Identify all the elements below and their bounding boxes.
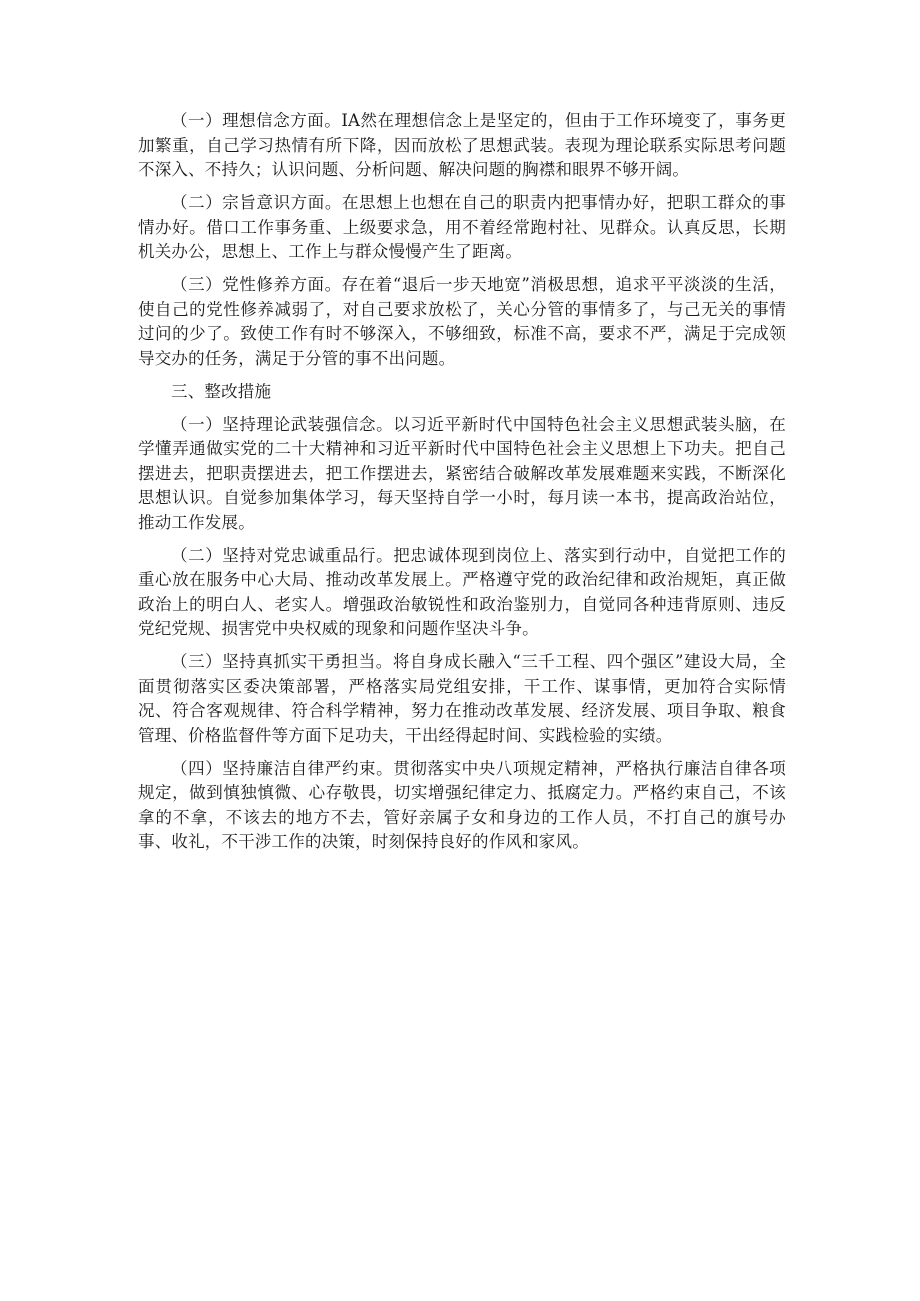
paragraph-measure-responsibility: （三）坚持真抓实干勇担当。将自身成长融入“三千工程、四个强区”建设大局，全面贯彻落实区委决策部署，严格落实局党组安排，干工作、谋事情，更加符合实际情况、符合客观规律、符合科学精神，努力在推动改革发展、经济发展、项目争取、粮食管理、价格监督件等方面下足功夫，干出经得起时间、实践检验的实绩。 (138, 652, 786, 745)
section-heading-rectification: 三、整改措施 (171, 381, 272, 401)
paragraph-party-cultivation: （三）党性修养方面。存在着“退后一步天地宽”消极思想，追求平平淡淡的生活，使自己的党性修养减弱了，对自己要求放松了，关心分管的事情多了，与己无关的事情过问的少了。致使工作有时不够深入，不够细致，标准不高，要求不严，满足于完成领导交办的任务，满足于分管的事不出问题。 (138, 275, 786, 368)
paragraph-measure-integrity: （四）坚持廉洁自律严约束。贯彻落实中央八项规定精神，严格执行廉洁自律各项规定，做到慎独慎微、心存敬畏，切实增强纪律定力、抵腐定力。严格约束自己，不该拿的不拿，不该去的地方不去，管好亲属子女和身边的工作人员，不打自己的旗号办事、收礼，不干涉工作的决策，时刻保持良好的作风和家风。 (138, 758, 786, 851)
document-body (138, 109, 786, 863)
paragraph-purpose-awareness: （二）宗旨意识方面。在思想上也想在自己的职责内把事情办好，把职工群众的事情办好。借口工作事务重、上级要求急，用不着经常跑村社、见群众。认真反思，长期机关办公，思想上、工作上与群众慢慢产生了距离。 (138, 193, 786, 261)
paragraph-measure-loyalty: （二）坚持对党忠诚重品行。把忠诚体现到岗位上、落实到行动中，自觉把工作的重心放在服务中心大局、推动改革发展上。严格遵守党的政治纪律和政治规矩，真正做政治上的明白人、老实人。增强政治敏锐性和政治鉴别力，自觉同各种违背原则、违反党纪党规、损害党中央权威的现象和问题作坚决斗争。 (138, 545, 786, 638)
paragraph-ideals-beliefs: （一）理想信念方面。IA然在理想信念上是坚定的，但由于工作环境变了，事务更加繁重，自己学习热情有所下降，因而放松了思想武装。表现为理论联系实际思考问题不深入、不持久；认识问题、分析问题、解决问题的胸襟和眼界不够开阔。 (138, 111, 786, 179)
paragraph-measure-theory: （一）坚持理论武装强信念。以习近平新时代中国特色社会主义思想武装头脑，在学懂弄通做实党的二十大精神和习近平新时代中国特色社会主义思想上下功夫。把自己摆进去，把职责摆进去，把工作摆进去，紧密结合破解改革发展难题来实践，不断深化思想认识。自觉参加集体学习，每天坚持自学一小时，每月读一本书，提高政治站位，推动工作发展。 (138, 414, 786, 532)
